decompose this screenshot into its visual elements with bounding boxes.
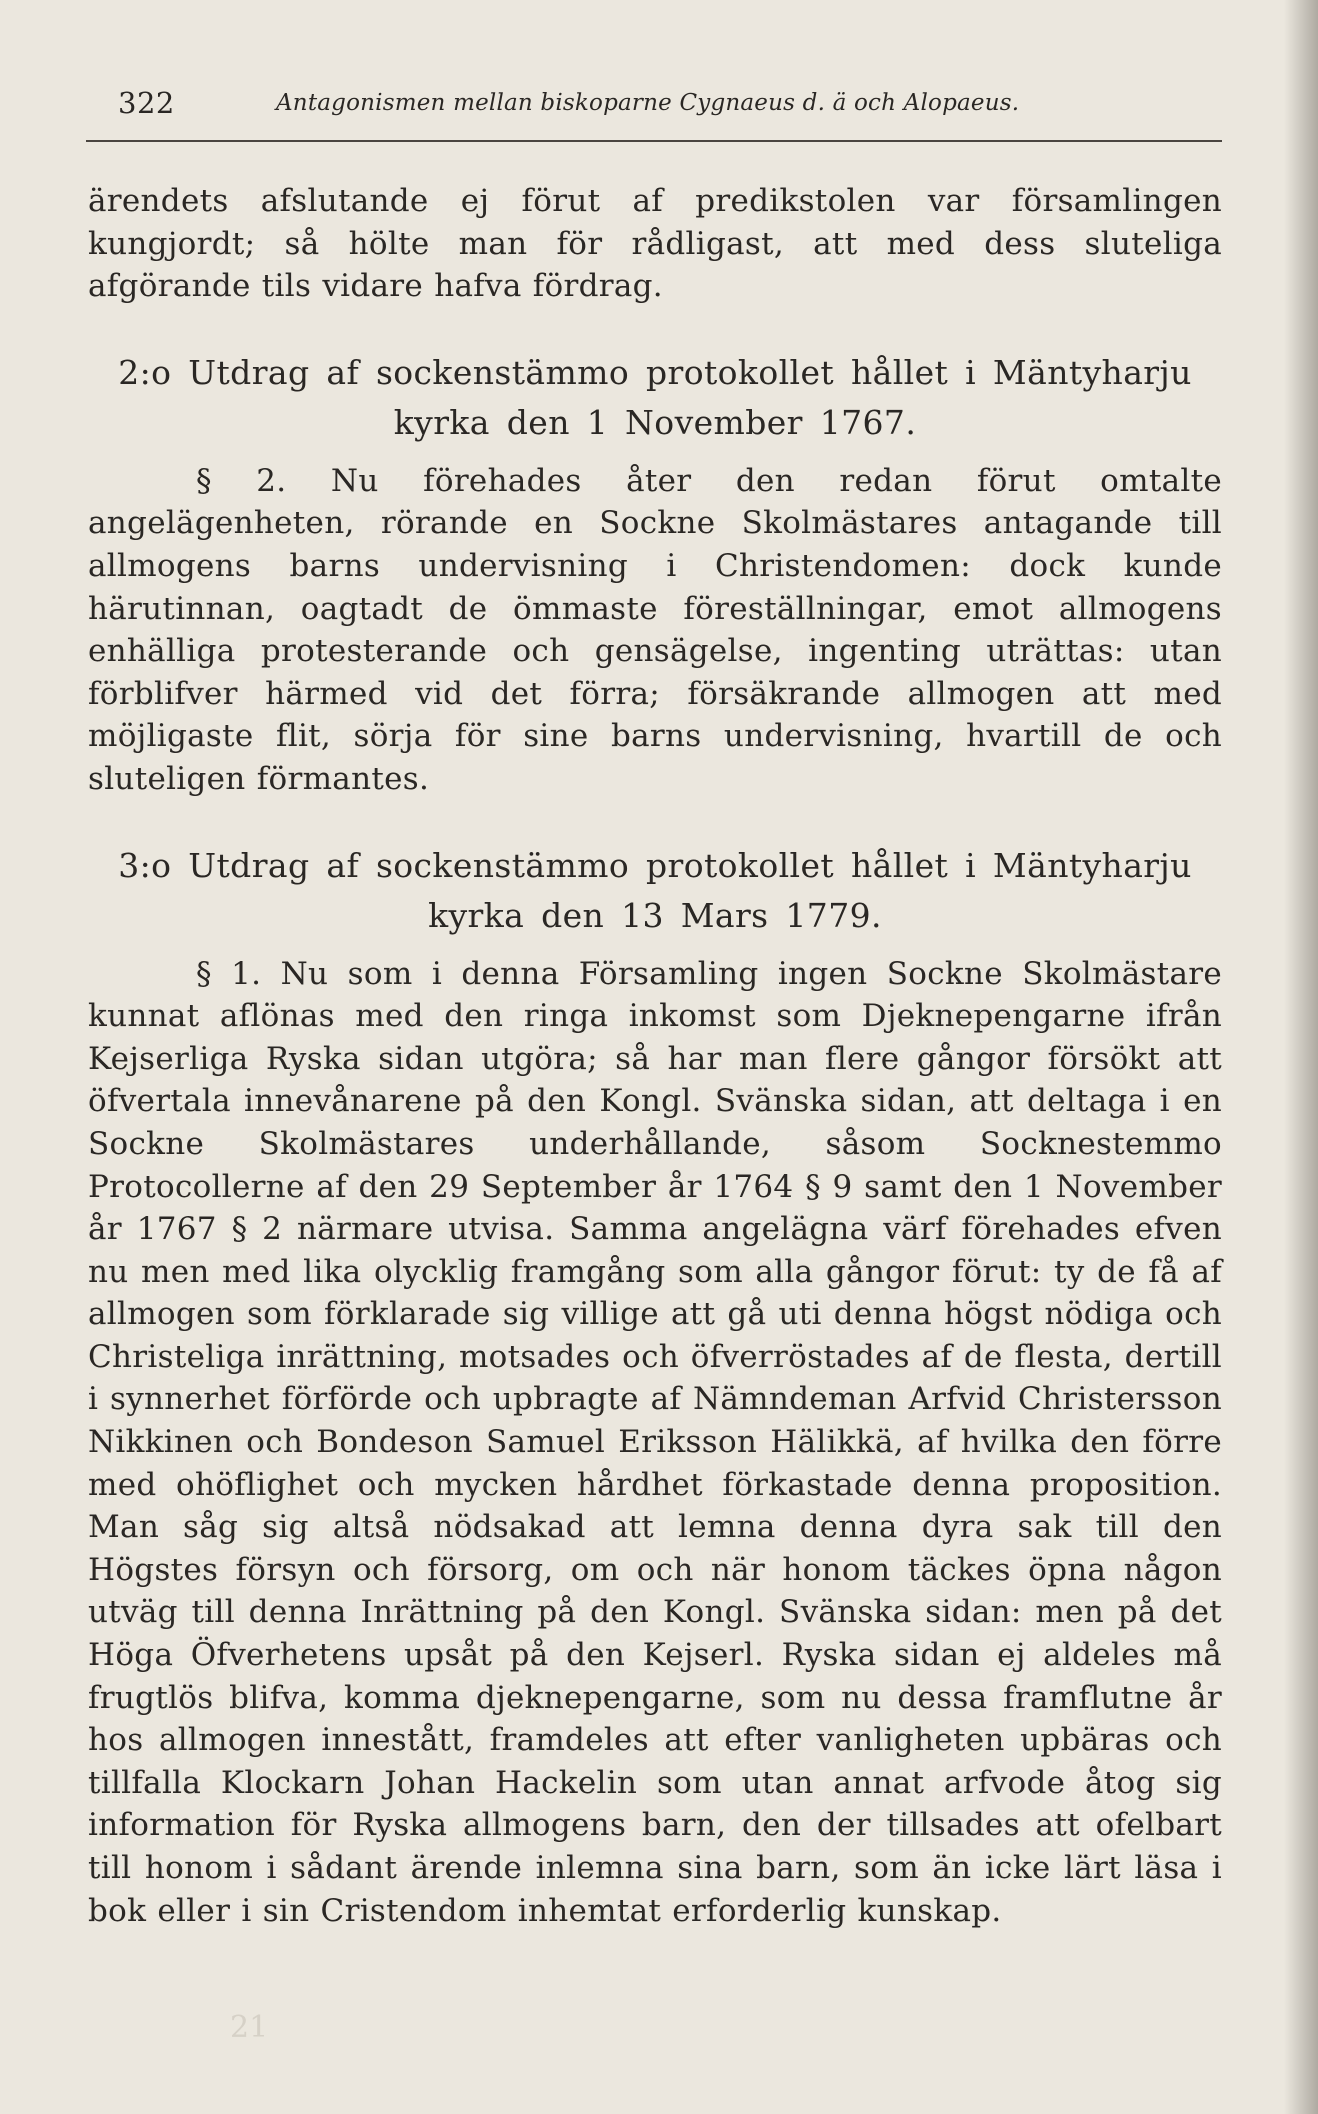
running-head: Antagonismen mellan biskoparne Cygnaeus d. ä och Alopaeus. <box>276 90 1020 116</box>
section-heading-3-line-1: 3:o Utdrag af sockenstämmo protokollet hållet i Mäntyharju <box>118 845 1192 885</box>
section-heading-2-line-1: 2:o Utdrag af sockenstämmo protokollet hållet i Mäntyharju <box>118 352 1192 392</box>
section-heading-3 <box>88 841 1222 941</box>
spacer <box>88 941 1222 953</box>
header-rule <box>86 140 1222 142</box>
paragraph-section-2: § 2. Nu förehades åter den redan förut omtalte angelägenheten, rörande en Sockne Skolmästares antagande till allmogens barns undervisning i Christendomen: dock kunde härutinnan, oagtadt de ömmaste föreställningar, emot allmogens enhälliga protesterande och gensägelse, ingenting uträttas: utan förblifver härmed vid det förra; försäkrande allmogen att med möjligaste flit, sörja för sine barns undervisning, hvartill de och sluteligen förmantes. <box>88 462 1222 797</box>
paragraph-continuation: ärendets afslutande ej förut af predikstolen var församlingen kungjordt; så hölte man för rådligast, att med dess sluteliga afgörande tils vidare hafva fördrag. <box>88 183 1222 305</box>
page-header <box>118 86 1218 126</box>
page-edge-shadow <box>1284 0 1318 2114</box>
bleed-through-number: 21 <box>230 2010 269 2045</box>
section-heading-3-line-2: kyrka den 13 Mars 1779. <box>428 895 882 935</box>
spacer <box>88 801 1222 841</box>
section-heading-2 <box>88 348 1222 448</box>
body-text <box>88 180 1222 1932</box>
spacer <box>88 448 1222 460</box>
spacer <box>88 308 1222 348</box>
section-heading-2-line-2: kyrka den 1 November 1767. <box>393 402 917 442</box>
paragraph-section-3: § 1. Nu som i denna Församling ingen Sockne Skolmästare kunnat aflönas med den ringa inkomst som Djeknepengarne ifrån Kejserliga Ryska sidan utgöra; så har man flere gångor försökt att öfvertala innevånarene på den Kongl. Svänska sidan, att deltaga i en Sockne Skolmästares underhållande, såsom Socknestemmo Protocollerne af den 29 September år 1764 § 9 samt den 1 November år 1767 § 2 närmare utvisa. Samma angelägna värf förehades efven nu men med lika olycklig framgång som alla gångor förut: ty de få af allmogen som förklarade sig villige att gå uti denna högst nödiga och Christeliga inrättning, motsades och öfverröstades af de flesta, dertill i synnerhet förförde och upbragte af Nämndeman Arfvid Christersson Nikkinen och Bondeson Samuel Eriksson Hälikkä, af hvilka den förre med ohöflighet och mycken hårdhet förkastade denna proposition. Man såg sig altså nödsakad att lemna denna dyra sak till den Högstes försyn och försorg, om och när honom täckes öpna någon utväg till denna Inrättning på den Kongl. Svänska sidan: men på det Höga Öfverhetens upsåt på den Kejserl. Ryska sidan ej aldeles må frugtlös blifva, komma djeknepengarne, som nu dessa framflutne år hos allmogen innestått, framdeles att efter vanligheten upbäras och tillfalla Klockarn Johan Hackelin som utan annat arfvode åtog sig information för Ryska allmogens barn, den der tillsades att ofelbart till honom i sådant ärende inlemna sina barn, som än icke lärt läsa i bok eller i sin Cristendom inhemtat erforderlig kunskap. <box>88 955 1222 1929</box>
page-number: 322 <box>118 86 175 120</box>
